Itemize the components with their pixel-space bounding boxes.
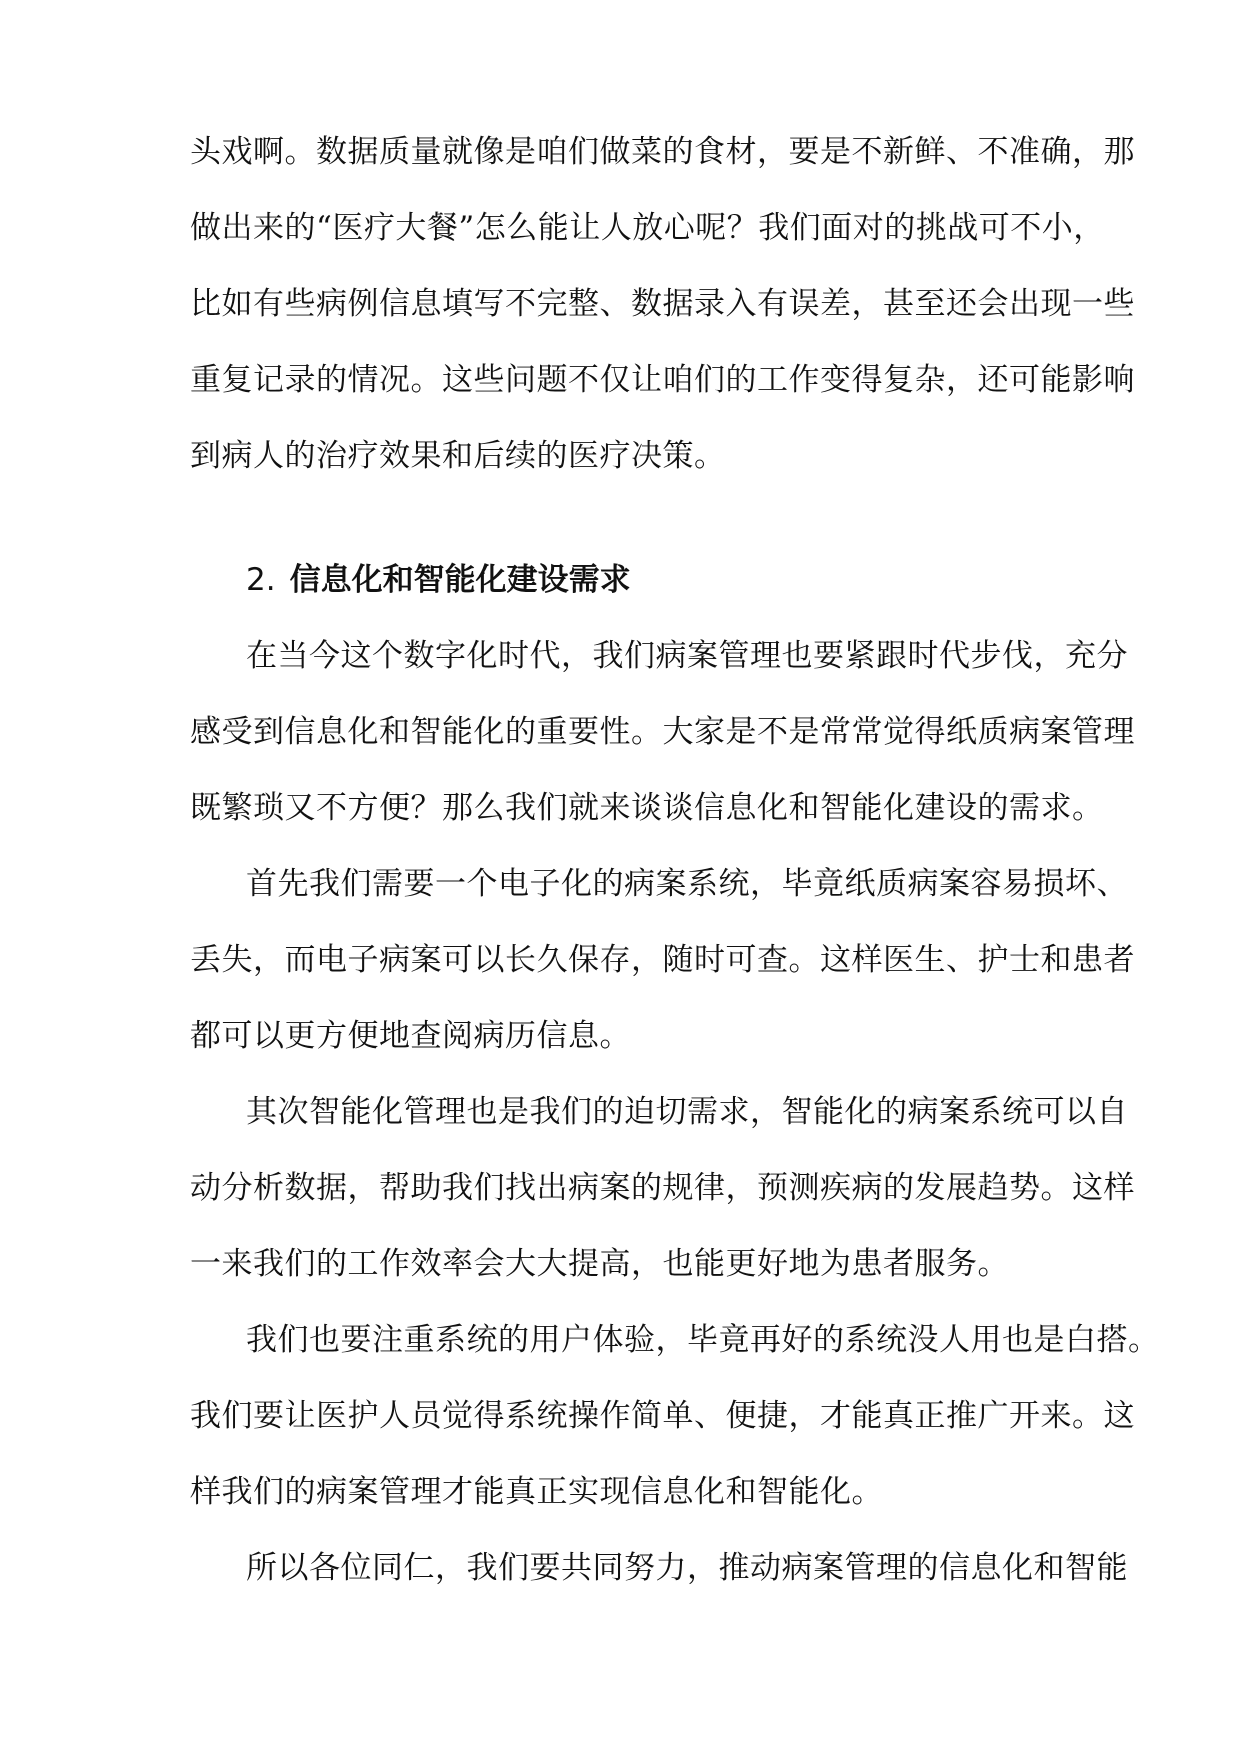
text-line: 其次智能化管理也是我们的迫切需求，智能化的病案系统可以自 xyxy=(246,1094,1128,1130)
text-line: 我们要让医护人员觉得系统操作简单、便捷，才能真正推广开来。这 xyxy=(190,1398,1135,1434)
text-line: 首先我们需要一个电子化的病案系统，毕竟纸质病案容易损坏、 xyxy=(246,866,1128,902)
text-line: 感受到信息化和智能化的重要性。大家是不是常常觉得纸质病案管理 xyxy=(190,714,1135,750)
text-line: 到病人的治疗效果和后续的医疗决策。 xyxy=(190,438,726,474)
section-title: 信息化和智能化建设需求 xyxy=(289,562,631,598)
text-line: 所以各位同仁，我们要共同努力，推动病案管理的信息化和智能 xyxy=(246,1550,1128,1586)
text-line: 比如有些病例信息填写不完整、数据录入有误差，甚至还会出现一些 xyxy=(190,286,1135,322)
text-line: 丢失，而电子病案可以长久保存，随时可查。这样医生、护士和患者 xyxy=(190,942,1135,978)
text-line: 都可以更方便地查阅病历信息。 xyxy=(190,1018,631,1054)
text-line: 样我们的病案管理才能真正实现信息化和智能化。 xyxy=(190,1474,883,1510)
section-number: 2. xyxy=(246,562,276,598)
text-line: 一来我们的工作效率会大大提高，也能更好地为患者服务。 xyxy=(190,1246,1009,1282)
text-line: 头戏啊。数据质量就像是咱们做菜的食材，要是不新鲜、不准确，那 xyxy=(190,134,1135,170)
text-line: 做出来的“医疗大餐”怎么能让人放心呢？我们面对的挑战可不小， xyxy=(190,210,1105,246)
text-line: 在当今这个数字化时代，我们病案管理也要紧跟时代步伐，充分 xyxy=(246,638,1128,674)
text-line: 重复记录的情况。这些问题不仅让咱们的工作变得复杂，还可能影响 xyxy=(190,362,1135,398)
text-line: 动分析数据，帮助我们找出病案的规律，预测疾病的发展趋势。这样 xyxy=(190,1170,1135,1206)
text-line: 我们也要注重系统的用户体验，毕竟再好的系统没人用也是白搭。 xyxy=(246,1322,1160,1358)
section-heading xyxy=(246,560,631,600)
text-line: 既繁琐又不方便？那么我们就来谈谈信息化和智能化建设的需求。 xyxy=(190,790,1104,826)
